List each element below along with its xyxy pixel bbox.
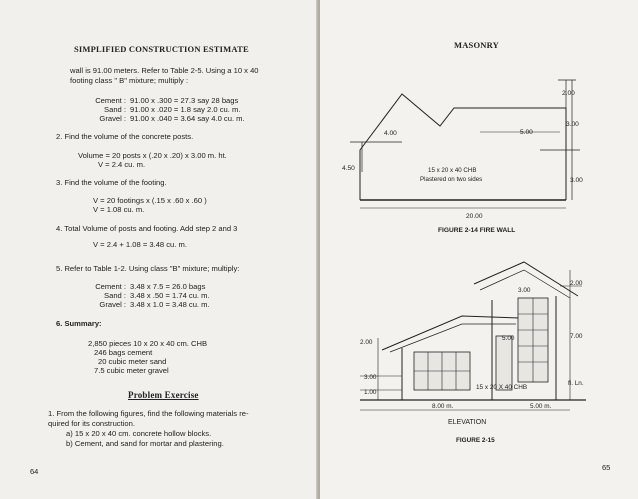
mix1-expr: 91.00 x .020 = 1.8 say 2.0 cu. m. xyxy=(130,105,241,114)
dim-1-00: 1.00 xyxy=(364,389,377,396)
dim-2-00: 2.00 xyxy=(562,90,575,97)
dim-3-00-side: 3.00 xyxy=(570,177,583,184)
step-4: 4. Total Volume of posts and footing. Add step 2 and 3 xyxy=(56,224,238,233)
dim-8-00: 8.00 m. xyxy=(432,403,454,410)
floor-line-label: fl. Ln. xyxy=(568,380,584,387)
intro-line-1: wall is 91.00 meters. Refer to Table 2-5. Using a 10 x 40 xyxy=(70,66,259,75)
dim-3-00-top: 3.00 xyxy=(566,121,579,128)
problem-item-b: b) Cement, and sand for mortar and plastering. xyxy=(66,439,224,448)
dim-5-00: 5.00 xyxy=(520,129,533,136)
problem-item-a: a) 15 x 20 x 40 cm. concrete hollow blocks. xyxy=(66,429,212,438)
dim-2-00-top: 2.00 xyxy=(570,280,583,287)
figure-2-15-caption: FIGURE 2-15 xyxy=(456,437,495,444)
right-page-number: 65 xyxy=(602,463,611,472)
dim-5-00-mid: 5.00 xyxy=(502,335,515,342)
fire-wall-outline xyxy=(360,94,566,200)
mix1-expr: 91.00 x .040 = 3.64 say 4.0 cu. m. xyxy=(130,114,245,123)
figure-2-14-caption: FIGURE 2-14 FIRE WALL xyxy=(438,227,516,234)
summary-line: 2,850 pieces 10 x 20 x 40 cm. CHB xyxy=(88,339,208,348)
dim-3-00-roof: 3.00 xyxy=(518,287,531,294)
step-3: 3. Find the volume of the footing. xyxy=(56,178,167,187)
dim-7-00: 7.00 xyxy=(570,333,583,340)
mix1-label: Cement : xyxy=(95,96,126,105)
dim-4-50: 4.50 xyxy=(342,165,355,172)
problem-line-2: quired for its construction. xyxy=(48,419,135,428)
house-chb-label: 15 x 20 X 40 CHB xyxy=(476,384,528,391)
fire-wall-note-chb: 15 x 20 x 40 CHB xyxy=(428,167,477,174)
intro-line-2: footing class " B" mixture; multiply : xyxy=(70,76,189,85)
summary-line: 7.5 cubic meter gravel xyxy=(94,366,169,375)
problem-line-1: 1. From the following figures, find the following materials re- xyxy=(48,409,249,418)
left-page xyxy=(0,0,318,499)
dim-5-00-bottom: 5.00 m. xyxy=(530,403,552,410)
volume-footing: V = 20 footings x (.15 x .60 x .60 ) xyxy=(93,196,207,205)
mix2-expr: 3.48 x 7.5 = 26.0 bags xyxy=(130,282,206,291)
right-page-header: MASONRY xyxy=(454,40,500,50)
total-volume: V = 2.4 + 1.08 = 3.48 cu. m. xyxy=(93,240,187,249)
volume-posts: Volume = 20 posts x (.20 x .20) x 3.00 m. ht. xyxy=(78,151,227,160)
summary-line: 20 cubic meter sand xyxy=(98,357,167,366)
door xyxy=(496,335,515,390)
mix2-expr: 3.48 x 1.0 = 3.48 cu. m. xyxy=(130,300,210,309)
elevation-label: ELEVATION xyxy=(448,419,487,426)
step-6: 6. Summary: xyxy=(56,319,102,328)
mix1-label: Sand : xyxy=(104,105,126,114)
mix2-label: Cement : xyxy=(95,282,126,291)
dim-20-00: 20.00 xyxy=(466,213,483,220)
mix1-expr: 91.00 x .300 = 27.3 say 28 bags xyxy=(130,96,239,105)
problem-exercise-title: Problem Exercise xyxy=(128,390,199,400)
mix2-label: Gravel : xyxy=(99,300,126,309)
step-2: 2. Find the volume of the concrete posts. xyxy=(56,132,194,141)
left-page-number: 64 xyxy=(30,467,39,476)
volume-footing-result: V = 1.08 cu. m. xyxy=(93,205,145,214)
summary-line: 246 bags cement xyxy=(94,348,153,357)
mix2-expr: 3.48 x .50 = 1.74 cu. m. xyxy=(130,291,210,300)
dim-4-00: 4.00 xyxy=(384,130,397,137)
fire-wall-note-plaster: Plastered on two sides xyxy=(420,176,483,183)
mix1-label: Gravel : xyxy=(99,114,126,123)
left-page-header: SIMPLIFIED CONSTRUCTION ESTIMATE xyxy=(74,44,249,54)
mix2-label: Sand : xyxy=(104,291,126,300)
step-5: 5. Refer to Table 1-2. Using class "B" mixture; multiply: xyxy=(56,264,240,273)
dim-2-00-left: 2.00 xyxy=(360,339,373,346)
volume-posts-result: V = 2.4 cu. m. xyxy=(98,160,146,169)
dim-3-00-left: 3.00 xyxy=(364,374,377,381)
right-page xyxy=(320,0,638,499)
